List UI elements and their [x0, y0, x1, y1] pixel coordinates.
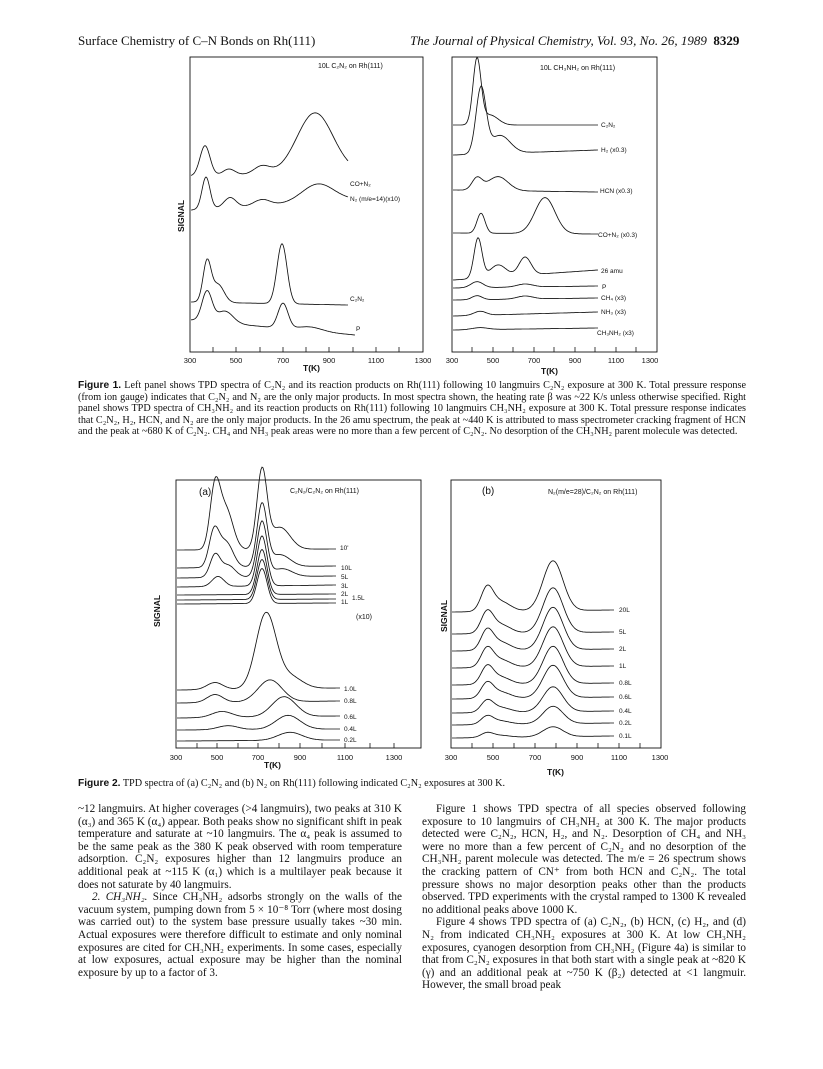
f2a-1-0L-curve	[177, 612, 340, 690]
figure2b-title: N₂(m/e=28)/C₂N₂ on Rh(111)	[548, 489, 638, 496]
figure2-caption-label: Figure 2.	[78, 778, 121, 789]
figure2b-ylabel: SIGNAL	[439, 599, 449, 632]
f2b-curve-1	[452, 588, 614, 634]
left-paragraph-1: ~12 langmuirs. At higher coverages (>4 langmuirs), two peaks at 310 K (α₃) and 365 K (α₄) appear. Both peaks show no significant shift in peak temperature and saturate at ~10 langmuirs. The α₄ peak is assumed to be the same peak as the 380 K peak observed with room temperature adsorption. C₂N₂ exposures higher than 12 langmuirs produce an additional peak at ~115 K (α₁) which is a multilayer peak because it does not saturate by 40 langmuirs.	[78, 803, 402, 891]
f2b-label-0-2L: 0.2L	[619, 720, 632, 727]
f1-right-p-curve	[453, 282, 598, 288]
figure1-right-title: 10L CH₃NH₂ on Rh(111)	[540, 65, 616, 72]
f2b-label-5L: 5L	[619, 629, 627, 636]
f2b-label-20L: 20L	[619, 607, 630, 614]
figure1-right-frame	[452, 57, 657, 352]
f2a-0-2L-curve	[177, 732, 340, 741]
f2b-curve-0	[452, 561, 614, 612]
f2a-label-1-5L: 1.5L	[352, 595, 365, 602]
f1-right-label-26amu: 26 amu	[601, 268, 623, 275]
f1-right-label-h2: H₂ (x0.3)	[601, 147, 627, 154]
f2b-tick-700: 700	[528, 753, 542, 762]
figure1-ylabel: SIGNAL	[176, 199, 186, 232]
figure1-left-title: 10L C₂N₂ on Rh(111)	[318, 63, 383, 70]
figure2-caption	[78, 778, 746, 790]
running-header: Surface Chemistry of C–N Bonds on Rh(111)	[78, 33, 316, 48]
f2b-tick-900: 900	[570, 753, 584, 762]
f1-left-p-curve	[191, 291, 355, 336]
f2a-label-0-4L: 0.4L	[344, 726, 357, 733]
left-paragraph-2-text: Since CH₃NH₂ adsorbs strongly on the walls of the vacuum system, pumping down from 5 × 10⁻⁸ Torr (where most dosing was carried out) to the system base pressure usually takes ~30 min. Actual exposures were therefore difficult to estimate and only nominal exposures are cited for CH₃NH₂ experiments. In some cases, especially at low exposures, actual exposure may be higher than the nominal exposure by up to a factor of 3.	[78, 891, 402, 979]
f1r-tick-700: 700	[527, 356, 541, 365]
figure2-caption-text: TPD spectra of (a) C₂N₂ and (b) N₂ on Rh(111) following indicated C₂N₂ exposures at 300 K.	[120, 778, 506, 789]
f2a-label-1-0L: 1.0L	[344, 686, 357, 693]
figure1-caption-label: Figure 1.	[78, 380, 122, 391]
f1r-tick-900: 900	[568, 356, 582, 365]
f2b-label-0-8L: 0.8L	[619, 680, 632, 687]
f2a-label-5L: 5L	[341, 574, 349, 581]
f2a-label-3L: 3L	[341, 583, 349, 590]
f1l-tick-500: 500	[229, 356, 243, 365]
f2a-tick-1100: 1100	[336, 753, 354, 762]
figure1-left-xlabel: T(K)	[303, 363, 320, 373]
f2a-0-4L-curve	[177, 715, 340, 730]
figure1-right-xlabel: T(K)	[541, 366, 558, 376]
f2b-curve-7	[452, 706, 614, 725]
f1-right-label-ch3nh2: CH₃NH₂ (x3)	[597, 330, 634, 337]
f2a-label-10prime: 10'	[340, 545, 349, 552]
f1-right-label-p: P	[602, 284, 607, 291]
f2a-tick-1300: 1300	[385, 753, 403, 762]
f1r-tick-1300: 1300	[641, 356, 659, 365]
f1-right-ch3nh2-curve	[453, 328, 598, 330]
f2a-tick-500: 500	[210, 753, 224, 762]
body-left-column	[78, 803, 402, 979]
page-number: 8329	[713, 33, 740, 48]
f1-right-26amu-curve	[453, 238, 598, 280]
f2b-label-2L: 2L	[619, 646, 627, 653]
f2b-tick-300: 300	[444, 753, 458, 762]
f1-left-label-co-n2: CO+N₂	[350, 181, 371, 188]
figure2a-ylabel: SIGNAL	[152, 594, 162, 627]
figure1-caption-text: Left panel shows TPD spectra of C₂N₂ and its reaction products on Rh(111) following 10 langmuirs C₂N₂ exposure at 300 K. Total pressure response (from ion gauge) indicates that C₂N₂ and N₂ are the only major products. In most spectra shown, the heating rate β was ~22 K/s unless otherwise specified. Right panel shows TPD spectra of CH₃NH₂ and its reaction products on Rh(111) following 10 langmuirs CH₃NH₂ exposure at 300 K. Total pressure response indicates that C₂N₂, H₂, HCN, and N₂ are the only major products. In the 26 amu spectrum, the peak at ~440 K is attributed to mass spectrometer cracking fragment of HCN and the peak at ~680 K of C₂N₂. CH₄ and NH₃ peak areas were no more than a few percent of C₂N₂. No desorption of the CH₃NH₂ parent molecule was detected.	[78, 380, 746, 438]
f1-left-label-p: P	[356, 326, 361, 333]
f2b-curve-4	[452, 646, 614, 685]
f2a-label-10L: 10L	[341, 565, 352, 572]
f2a-tick-900: 900	[293, 753, 307, 762]
f2b-curve-6	[452, 687, 614, 713]
f1-right-ch4-curve	[453, 296, 598, 300]
f1-right-label-ch4: CH₄ (x3)	[601, 295, 627, 302]
f2b-tick-1100: 1100	[610, 753, 628, 762]
f1-left-label-n2: N₂ (m/e=14)(x10)	[350, 196, 401, 203]
f2a-0-8L-curve	[177, 680, 340, 703]
f2b-curve-5	[452, 665, 614, 699]
f1l-tick-1100: 1100	[367, 356, 385, 365]
f1-right-hcn-curve	[453, 177, 598, 192]
f1-right-label-hcn: HCN (x0.3)	[600, 188, 633, 195]
f2a-10prime-curve	[177, 467, 336, 550]
figure1-caption	[78, 380, 746, 438]
figure1-left-frame	[190, 57, 423, 352]
f1l-tick-700: 700	[276, 356, 290, 365]
f2b-tick-500: 500	[486, 753, 500, 762]
f1-left-n2-curve	[191, 177, 348, 210]
left-paragraph-2-heading: 2. CH₃NH₂.	[92, 891, 148, 904]
f1l-tick-300: 300	[183, 356, 197, 365]
f1r-tick-300: 300	[445, 356, 459, 365]
f1-left-co-n2-curve	[191, 113, 348, 176]
f1r-tick-500: 500	[486, 356, 500, 365]
figure2a-title: C₂N₂/C₂N₂ on Rh(111)	[290, 488, 359, 495]
figure2b-xlabel: T(K)	[547, 767, 564, 777]
left-paragraph-2	[78, 891, 402, 979]
journal-citation: The Journal of Physical Chemistry, Vol. 93, No. 26, 1989	[410, 33, 707, 48]
f2a-tick-300: 300	[169, 753, 183, 762]
f2a-label-0-8L: 0.8L	[344, 698, 357, 705]
f1-right-label-c2n2: C₂N₂	[601, 122, 616, 129]
f1-right-co-n2-curve	[453, 198, 598, 234]
f1-right-h2-curve	[453, 86, 598, 155]
f1r-tick-1100: 1100	[607, 356, 625, 365]
figure2a-panel-label: (a)	[199, 487, 212, 498]
figure2a-xlabel: T(K)	[264, 760, 281, 770]
body-right-column	[422, 803, 746, 992]
f1-left-c2n2-curve	[191, 244, 348, 305]
right-paragraph-1: Figure 1 shows TPD spectra of all species observed following exposure to 10 langmuirs of CH₃NH₂ at 300 K. The major products detected were C₂N₂, HCN, H₂, and N₂. Desorption of CH₄ and NH₃ were no more than a few percent of C₂N₂ and no desorption of the CH₃NH₂ parent molecule was detected. The m/e = 26 spectrum shows the cracking pattern of CN⁺ from both HCN and C₂N₂. The total pressure shows no major desorption peaks other than the products observed. TPD experiments with the crystal ramped to 1300 K revealed no additional peaks above 1000 K.	[422, 803, 746, 916]
f2a-0-6L-curve	[177, 697, 340, 718]
f2b-label-0-1L: 0.1L	[619, 733, 632, 740]
f2a-label-1L: 1L	[341, 599, 349, 606]
right-paragraph-2: Figure 4 shows TPD spectra of (a) C₂N₂, (b) HCN, (c) H₂, and (d) N₂ from indicated CH₃NH₂ exposures at 300 K. At low CH₃NH₂ exposures, cyanogen desorption from CH₃NH₂ (Figure 4a) is similar to that from C₂N₂ exposures in that both start with a single peak at ~820 K (γ) and an additional peak at ~750 K (β₂) detected at <1 langmuir. However, the small broad peak	[422, 916, 746, 992]
f1l-tick-900: 900	[322, 356, 336, 365]
f2b-curve-3	[452, 627, 614, 668]
f1l-tick-1300: 1300	[414, 356, 432, 365]
f2b-curve-8	[452, 727, 614, 738]
f1-right-label-nh3: NH₃ (x3)	[601, 309, 627, 316]
f2a-x10-label: (x10)	[356, 614, 372, 621]
f2a-label-2L: 2L	[341, 591, 349, 598]
f2b-label-0-4L: 0.4L	[619, 708, 632, 715]
figure2b-panel-label: (b)	[482, 486, 495, 497]
f1-right-label-co-n2: CO+N₂ (x0.3)	[598, 232, 638, 239]
f2a-label-0-2L: 0.2L	[344, 737, 357, 744]
f2b-tick-1300: 1300	[651, 753, 669, 762]
f1-left-label-c2n2: C₂N₂	[350, 296, 365, 303]
f2a-tick-700: 700	[251, 753, 265, 762]
figure2a-frame	[176, 480, 421, 748]
f1-right-nh3-curve	[453, 311, 598, 316]
f2b-label-1L: 1L	[619, 663, 627, 670]
f2b-label-0-6L: 0.6L	[619, 694, 632, 701]
f2a-label-0-6L: 0.6L	[344, 714, 357, 721]
